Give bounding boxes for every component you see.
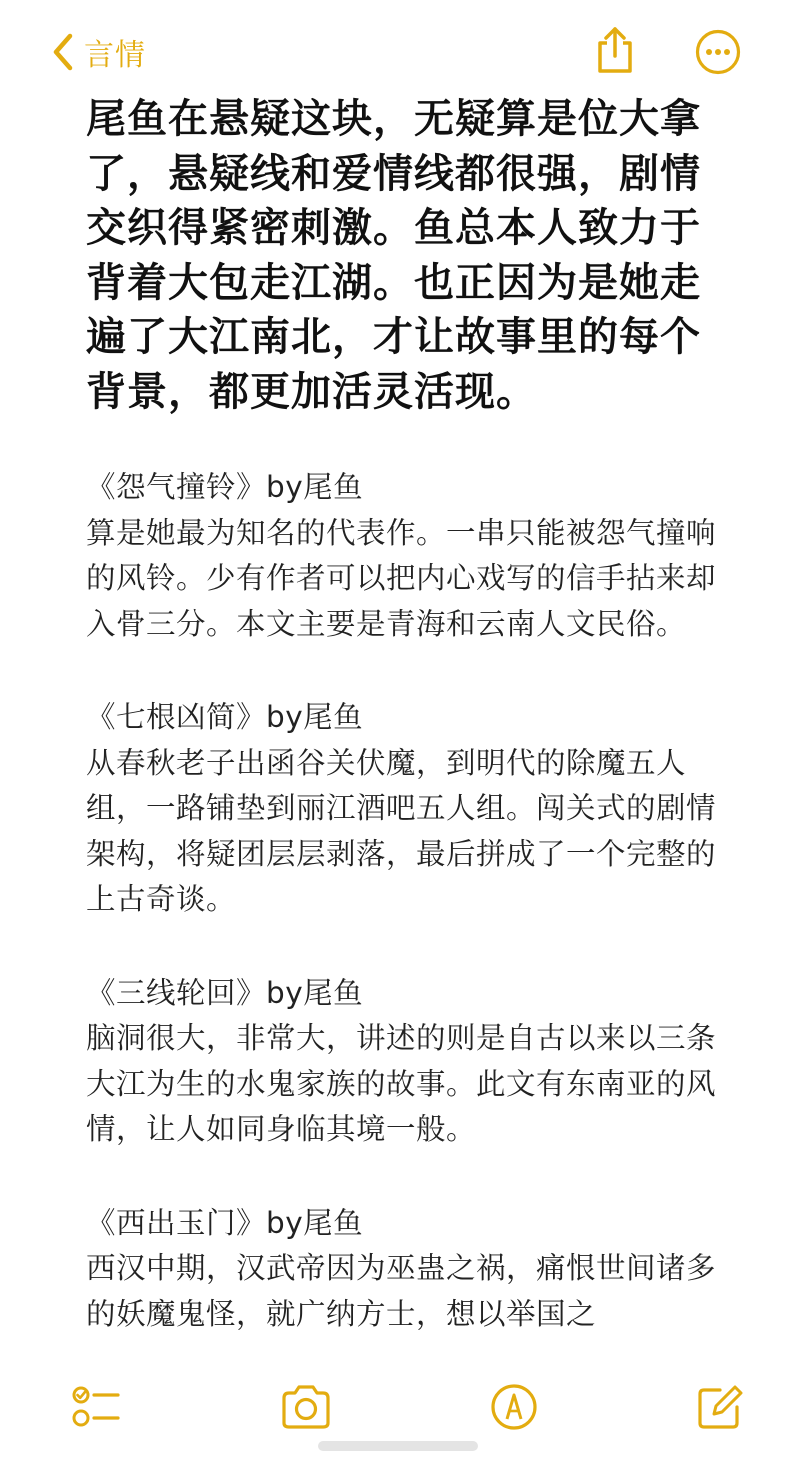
- markup-icon: [488, 1381, 540, 1433]
- book-description: 从春秋老子出函谷关伏魔，到明代的除魔五人组，一路铺垫到丽江酒吧五人组。闯关式的剧情架构，将疑团层层剥落，最后拼成了一个完整的上古奇谈。: [86, 745, 717, 916]
- back-button[interactable]: [52, 30, 146, 74]
- camera-icon: [280, 1381, 332, 1433]
- checklist-button[interactable]: [70, 1381, 122, 1433]
- book-title: 《三线轮回》by尾鱼: [86, 975, 364, 1010]
- home-indicator: [318, 1441, 478, 1451]
- note-headline: 尾鱼在悬疑这块，无疑算是位大拿了，悬疑线和爱情线都很强，剧情交织得紧密刺激。鱼总本人致力于背着大包走江湖。也正因为是她走遍了大江南北，才让故事里的每个背景，都更加活灵活现。: [86, 96, 701, 415]
- book-title: 《西出玉门》by尾鱼: [86, 1205, 364, 1240]
- checklist-icon: [70, 1381, 122, 1433]
- share-button[interactable]: [593, 26, 637, 74]
- book-entry: [86, 465, 726, 647]
- note-body[interactable]: [86, 92, 726, 1337]
- markup-button[interactable]: [488, 1381, 540, 1433]
- book-entry: [86, 971, 726, 1153]
- book-description: 算是她最为知名的代表作。一串只能被怨气撞响的风铃。少有作者可以把内心戏写的信手拈来却入骨三分。本文主要是青海和云南人文民俗。: [86, 515, 717, 641]
- book-entry: [86, 695, 726, 923]
- book-entry: [86, 1201, 726, 1338]
- compose-icon: [694, 1381, 746, 1433]
- back-button-label: 言情: [84, 38, 146, 73]
- book-title: 《七根凶简》by尾鱼: [86, 700, 364, 734]
- book-description: 西汉中期，汉武帝因为巫蛊之祸，痛恨世间诸多的妖魔鬼怪，就广纳方士，想以举国之: [86, 1251, 717, 1331]
- bottom-toolbar: [0, 1375, 797, 1435]
- more-options-button[interactable]: [695, 29, 741, 75]
- chevron-left-icon: [52, 33, 74, 71]
- camera-button[interactable]: [280, 1381, 332, 1433]
- book-title: 《怨气撞铃》by尾鱼: [86, 470, 364, 504]
- more-icon: [695, 29, 741, 75]
- compose-button[interactable]: [694, 1381, 746, 1433]
- share-icon: [593, 26, 637, 74]
- book-description: 脑洞很大，非常大，讲述的则是自古以来以三条大江为生的水鬼家族的故事。此文有东南亚的风情，让人如同身临其境一般。: [86, 1021, 717, 1146]
- top-nav-bar: [0, 0, 797, 100]
